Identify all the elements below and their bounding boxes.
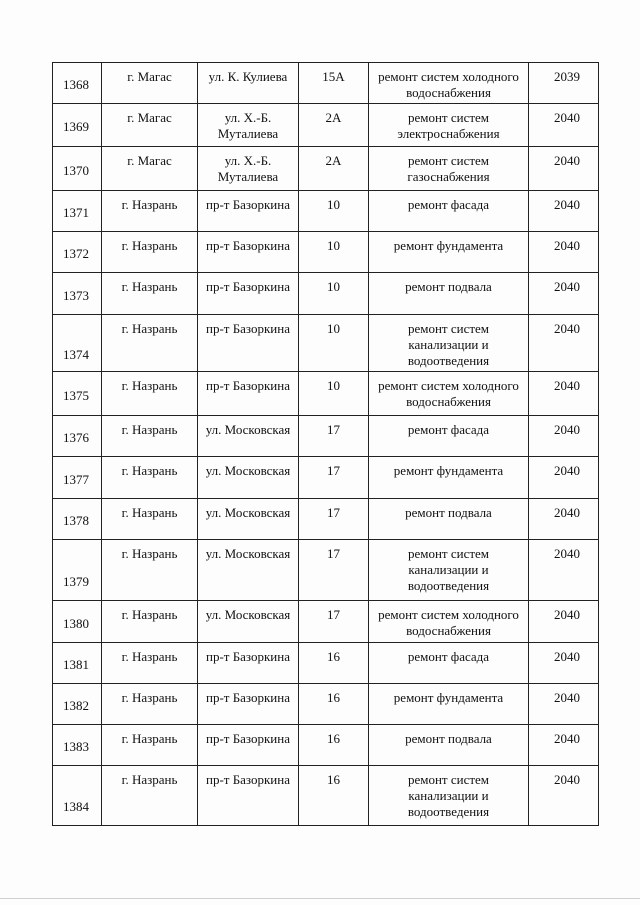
- table-row: [53, 725, 599, 766]
- house-cell: 15А: [299, 63, 369, 104]
- year-cell: 2040: [529, 601, 599, 643]
- year-cell: 2040: [529, 684, 599, 725]
- work-type-cell: ремонт фундамента: [369, 684, 529, 725]
- city-cell: г. Назрань: [102, 315, 198, 372]
- year-cell: 2040: [529, 766, 599, 826]
- work-type-cell: ремонт систем холодного водоснабжения: [369, 372, 529, 416]
- city-cell: г. Магас: [102, 147, 198, 191]
- row-number: 1370: [53, 147, 102, 191]
- row-number: 1381: [53, 643, 102, 684]
- street-cell: ул. Московская: [198, 416, 299, 457]
- year-cell: 2040: [529, 416, 599, 457]
- city-cell: г. Назрань: [102, 643, 198, 684]
- street-cell: пр-т Базоркина: [198, 725, 299, 766]
- city-cell: г. Назрань: [102, 457, 198, 499]
- row-number: 1383: [53, 725, 102, 766]
- city-cell: г. Назрань: [102, 499, 198, 540]
- year-cell: 2040: [529, 273, 599, 315]
- table-row: [53, 684, 599, 725]
- house-cell: 10: [299, 315, 369, 372]
- table-row: [53, 416, 599, 457]
- street-cell: ул. Московская: [198, 499, 299, 540]
- work-type-cell: ремонт систем канализации и водоотведения: [369, 315, 529, 372]
- work-type-cell: ремонт фасада: [369, 191, 529, 232]
- row-number: 1374: [53, 315, 102, 372]
- street-cell: ул. Х.-Б. Муталиева: [198, 147, 299, 191]
- street-cell: пр-т Базоркина: [198, 684, 299, 725]
- house-cell: 16: [299, 684, 369, 725]
- row-number: 1379: [53, 540, 102, 601]
- house-cell: 17: [299, 457, 369, 499]
- page-edge-divider: [0, 898, 640, 899]
- year-cell: 2039: [529, 63, 599, 104]
- year-cell: 2040: [529, 315, 599, 372]
- city-cell: г. Назрань: [102, 232, 198, 273]
- work-type-cell: ремонт подвала: [369, 499, 529, 540]
- table-row: [53, 191, 599, 232]
- table-row: [53, 540, 599, 601]
- street-cell: пр-т Базоркина: [198, 232, 299, 273]
- street-cell: ул. К. Кулиева: [198, 63, 299, 104]
- table-row: [53, 372, 599, 416]
- row-number: 1371: [53, 191, 102, 232]
- year-cell: 2040: [529, 643, 599, 684]
- year-cell: 2040: [529, 499, 599, 540]
- street-cell: пр-т Базоркина: [198, 273, 299, 315]
- work-type-cell: ремонт подвала: [369, 725, 529, 766]
- work-type-cell: ремонт фундамента: [369, 457, 529, 499]
- table-row: [53, 601, 599, 643]
- row-number: 1380: [53, 601, 102, 643]
- row-number: 1369: [53, 104, 102, 147]
- city-cell: г. Магас: [102, 104, 198, 147]
- row-number: 1376: [53, 416, 102, 457]
- house-cell: 17: [299, 416, 369, 457]
- work-type-cell: ремонт систем электроснабжения: [369, 104, 529, 147]
- work-type-cell: ремонт систем канализации и водоотведения: [369, 540, 529, 601]
- row-number: 1377: [53, 457, 102, 499]
- house-cell: 17: [299, 499, 369, 540]
- house-cell: 17: [299, 601, 369, 643]
- work-type-cell: ремонт систем канализации и водоотведения: [369, 766, 529, 826]
- city-cell: г. Назрань: [102, 601, 198, 643]
- year-cell: 2040: [529, 540, 599, 601]
- row-number: 1375: [53, 372, 102, 416]
- street-cell: ул. Московская: [198, 601, 299, 643]
- street-cell: ул. Х.-Б. Муталиева: [198, 104, 299, 147]
- row-number: 1382: [53, 684, 102, 725]
- table-row: [53, 457, 599, 499]
- work-type-cell: ремонт систем холодного водоснабжения: [369, 601, 529, 643]
- row-number: 1373: [53, 273, 102, 315]
- table-row: [53, 147, 599, 191]
- house-cell: 16: [299, 766, 369, 826]
- work-type-cell: ремонт систем газоснабжения: [369, 147, 529, 191]
- house-cell: 16: [299, 725, 369, 766]
- house-cell: 2А: [299, 104, 369, 147]
- house-cell: 2А: [299, 147, 369, 191]
- year-cell: 2040: [529, 372, 599, 416]
- table-row: [53, 104, 599, 147]
- work-type-cell: ремонт фасада: [369, 643, 529, 684]
- year-cell: 2040: [529, 725, 599, 766]
- house-cell: 10: [299, 232, 369, 273]
- table-row: [53, 232, 599, 273]
- table-row: [53, 499, 599, 540]
- house-cell: 10: [299, 191, 369, 232]
- year-cell: 2040: [529, 457, 599, 499]
- year-cell: 2040: [529, 147, 599, 191]
- city-cell: г. Назрань: [102, 191, 198, 232]
- row-number: 1378: [53, 499, 102, 540]
- city-cell: г. Назрань: [102, 684, 198, 725]
- street-cell: ул. Московская: [198, 457, 299, 499]
- house-cell: 17: [299, 540, 369, 601]
- table-row: [53, 766, 599, 826]
- city-cell: г. Назрань: [102, 725, 198, 766]
- repair-schedule-table: [52, 62, 599, 826]
- work-type-cell: ремонт подвала: [369, 273, 529, 315]
- street-cell: ул. Московская: [198, 540, 299, 601]
- work-type-cell: ремонт фасада: [369, 416, 529, 457]
- city-cell: г. Назрань: [102, 372, 198, 416]
- city-cell: г. Назрань: [102, 273, 198, 315]
- street-cell: пр-т Базоркина: [198, 191, 299, 232]
- house-cell: 10: [299, 372, 369, 416]
- city-cell: г. Назрань: [102, 416, 198, 457]
- table-row: [53, 63, 599, 104]
- street-cell: пр-т Базоркина: [198, 372, 299, 416]
- table-row: [53, 273, 599, 315]
- work-type-cell: ремонт фундамента: [369, 232, 529, 273]
- street-cell: пр-т Базоркина: [198, 766, 299, 826]
- row-number: 1372: [53, 232, 102, 273]
- street-cell: пр-т Базоркина: [198, 315, 299, 372]
- city-cell: г. Магас: [102, 63, 198, 104]
- row-number: 1384: [53, 766, 102, 826]
- year-cell: 2040: [529, 104, 599, 147]
- street-cell: пр-т Базоркина: [198, 643, 299, 684]
- year-cell: 2040: [529, 191, 599, 232]
- year-cell: 2040: [529, 232, 599, 273]
- table-row: [53, 315, 599, 372]
- table-row: [53, 643, 599, 684]
- city-cell: г. Назрань: [102, 766, 198, 826]
- house-cell: 10: [299, 273, 369, 315]
- house-cell: 16: [299, 643, 369, 684]
- row-number: 1368: [53, 63, 102, 104]
- city-cell: г. Назрань: [102, 540, 198, 601]
- work-type-cell: ремонт систем холодного водоснабжения: [369, 63, 529, 104]
